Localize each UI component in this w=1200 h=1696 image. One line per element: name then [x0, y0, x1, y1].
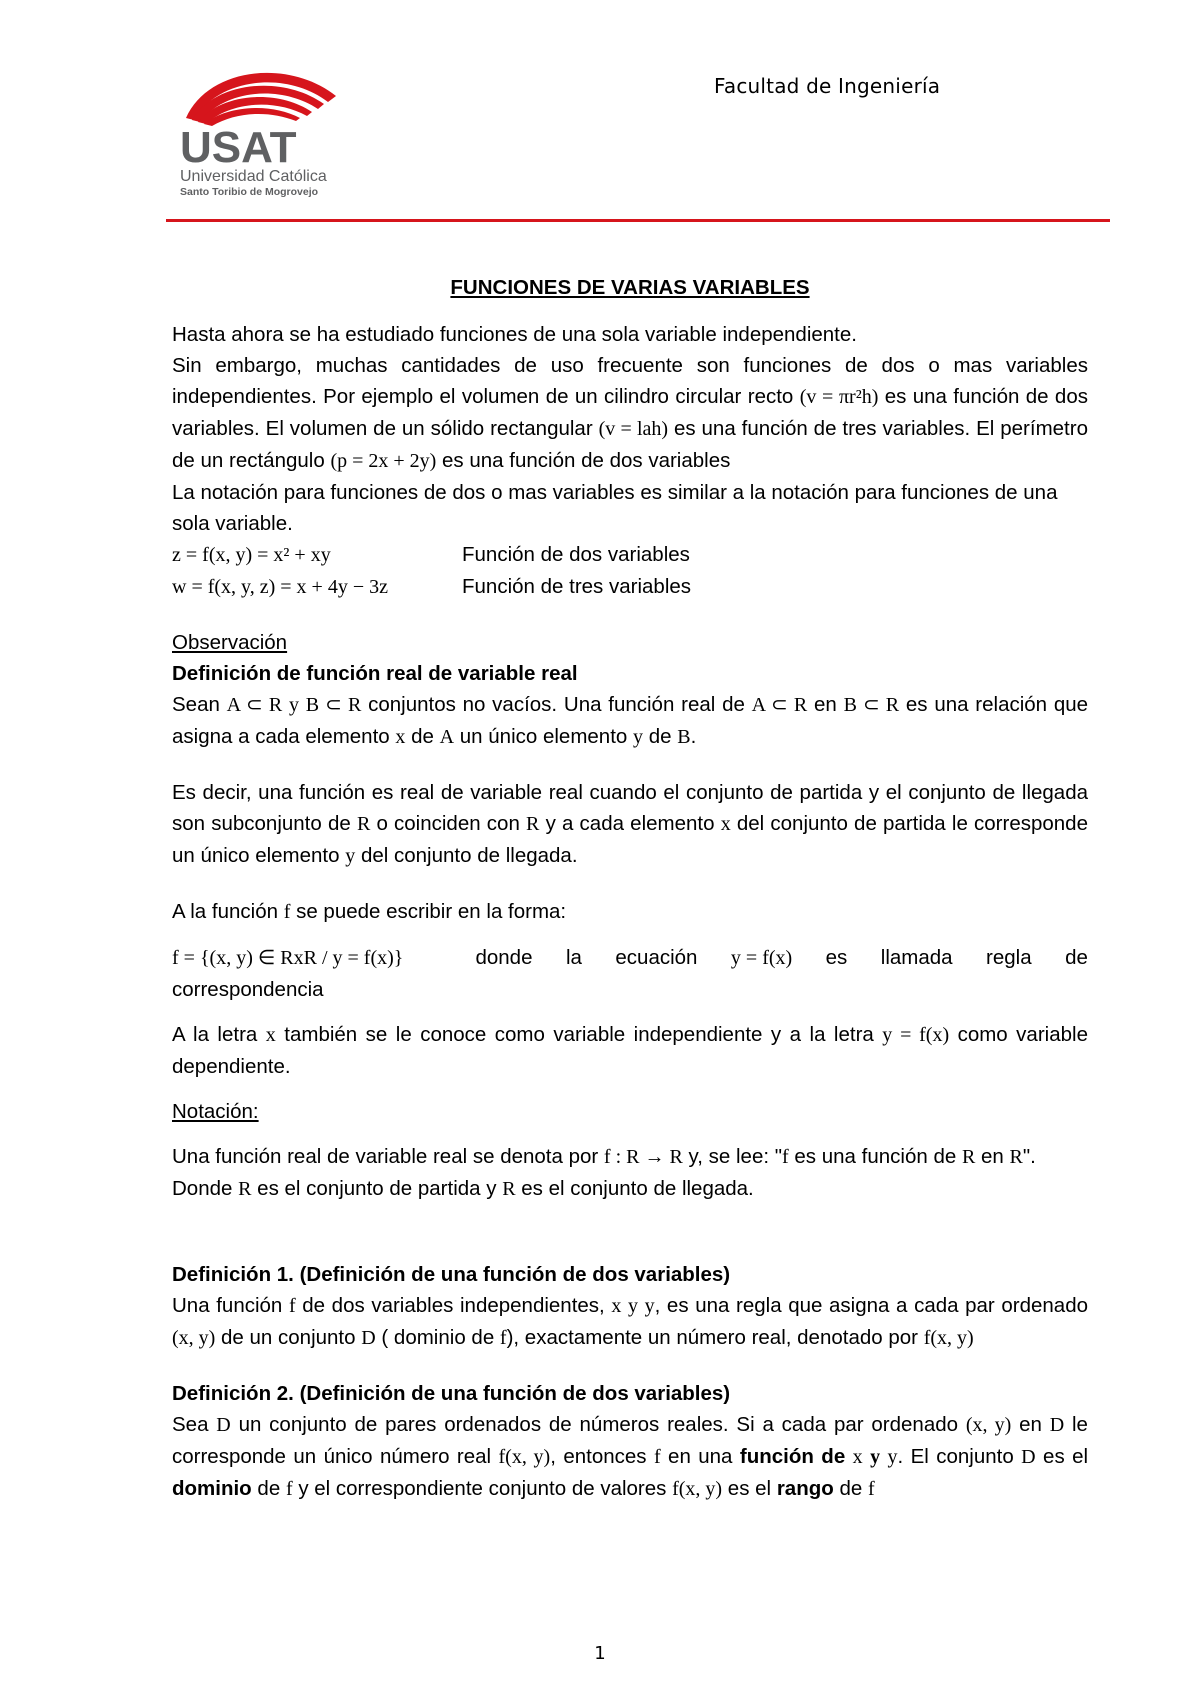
- intro-paragraph-3: La notación para funciones de dos o mas variables es similar a la notación para funciones de una sola variable.: [172, 481, 1058, 535]
- page-title: FUNCIONES DE VARIAS VARIABLES: [450, 276, 810, 299]
- definition-real-text: Sean A ⊂ R y B ⊂ R conjuntos no vacíos. Una función real de A ⊂ R en B ⊂ R es una relación que asigna a cada elemento x de A un único elemento y de B.: [172, 693, 1089, 748]
- notation-paragraph: Una función real de variable real se denota por f : R → R y, se lee: "f es una función de R en R". Donde R es el conjunto de partida y R es el conjunto de llegada.: [172, 1145, 1036, 1200]
- letra-paragraph: A la letra x también se le conoce como variable independiente y a la letra y = f(x) como variable dependiente.: [172, 1023, 1088, 1078]
- es-decir-paragraph: Es decir, una función es real de variable real cuando el conjunto de partida y el conjunto de llegada son subconjunto de R o coinciden con R y a cada elemento x del conjunto de partida le corresponde un único elemento y del conjunto de llegada.: [172, 781, 1088, 867]
- cylinder-volume-formula: (v = πr²h): [799, 386, 879, 408]
- definition-1-text: Una función f de dos variables independientes, x y y, es una regla que asigna a cada par ordenado (x, y) de un conjunto D ( dominio de f), exactamente un número real, denotado por f(x, y): [172, 1294, 1089, 1349]
- definition-2-text: Sea D un conjunto de pares ordenados de números reales. Si a cada par ordenado (x, y) en D le corresponde un único número real f(x, y), entonces f en una función de x y y. El conjunto D es el dominio de f y el correspondiente conjunto de valores f(x, y) es el rango de f: [172, 1413, 1089, 1500]
- definition-real-title: Definición de función real de variable real: [172, 662, 578, 685]
- header-divider: [166, 219, 1110, 222]
- intro-paragraph-2: Sin embargo, muchas cantidades de uso frecuente son funciones de dos o mas variables independientes. Por ejemplo el volumen de un cilindro circular recto (v = πr²h) es una función de dos variables. El volumen de un sólido rectangular (v = lah) es una función de tres variables. El perímetro de un rectángulo (p = 2x + 2y) es una función de dos variables: [172, 354, 1088, 472]
- forma-paragraph: A la función f se puede escribir en la forma:: [172, 900, 567, 923]
- correspondencia-text: correspondencia: [172, 978, 324, 1001]
- rect-volume-formula: (v = lah): [598, 418, 669, 440]
- example-two-variables: [172, 539, 1088, 571]
- label-two-variables: Función de dos variables: [462, 543, 690, 566]
- rule-equation: y = f(x): [730, 947, 793, 969]
- mapping-notation: f : R → R: [603, 1146, 683, 1168]
- set-equation: f = {(x, y) ∈ RxR / y = f(x)}: [172, 947, 404, 969]
- observation-heading: Observación: [172, 631, 288, 654]
- usat-logo: [178, 62, 358, 202]
- set-definition-line: f = {(x, y) ∈ RxR / y = f(x)} donde la ecuación y = f(x) es llamada regla de: [172, 942, 1088, 974]
- intro-paragraph-1: Hasta ahora se ha estudiado funciones de una sola variable independiente.: [172, 323, 857, 346]
- faculty-header: Facultad de Ingeniería: [714, 74, 941, 98]
- label-three-variables: Función de tres variables: [462, 575, 692, 598]
- definition-2-title: Definición 2. (Definición de una función de dos variables): [172, 1382, 731, 1405]
- logo-line2: Santo Toribio de Mogrovejo: [180, 186, 319, 198]
- logo-line1: Universidad Católica: [180, 168, 327, 185]
- notation-heading: Notación:: [172, 1100, 259, 1123]
- page-number: 1: [594, 1643, 606, 1664]
- logo-wordmark: USAT: [180, 123, 297, 172]
- document-body: [172, 272, 1088, 1505]
- equation-three-variables: w = f(x, y, z) = x + 4y − 3z: [172, 576, 388, 598]
- example-three-variables: [172, 571, 1088, 603]
- perimeter-formula: (p = 2x + 2y): [330, 450, 437, 472]
- definition-1-title: Definición 1. (Definición de una función de dos variables): [172, 1263, 731, 1286]
- equation-two-variables: z = f(x, y) = x² + xy: [172, 544, 331, 566]
- logo-arcs-icon: [186, 73, 336, 126]
